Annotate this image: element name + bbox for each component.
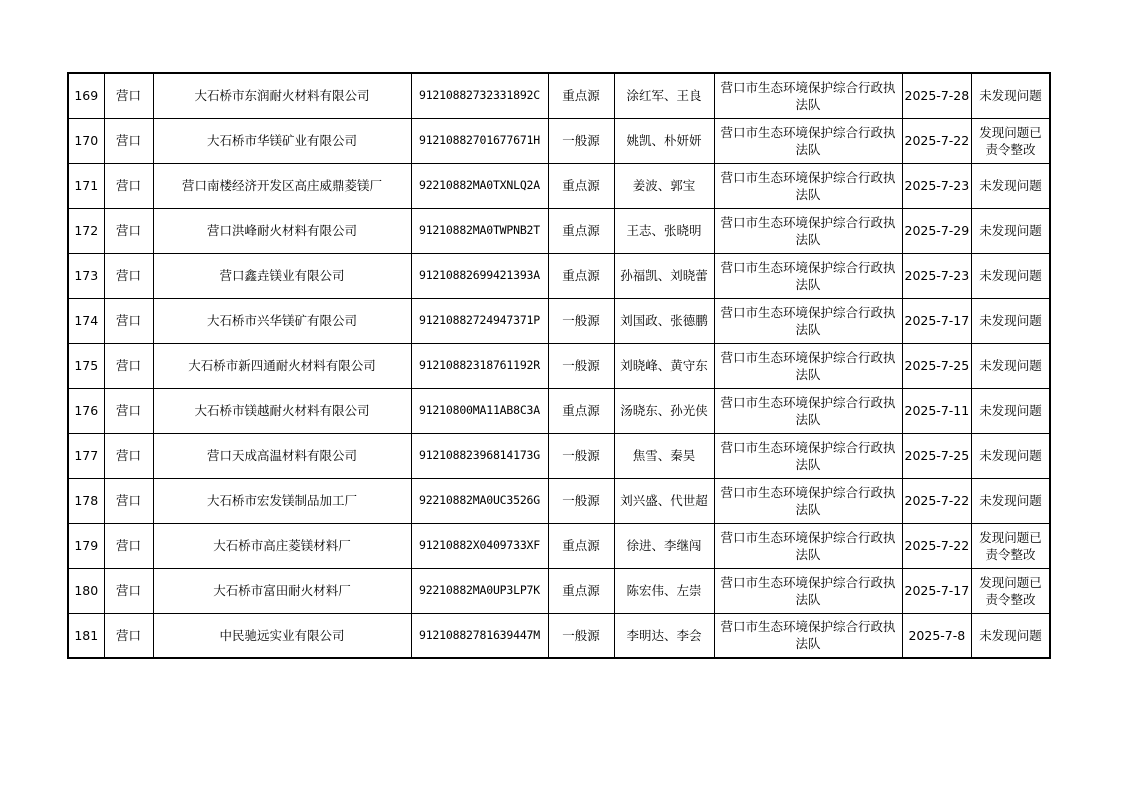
row-number: 179 [68, 523, 104, 568]
result-cell: 发现问题已责令整改 [972, 118, 1050, 163]
inspectors-cell: 刘晓峰、黄守东 [614, 343, 714, 388]
inspection-date-cell: 2025-7-23 [902, 253, 972, 298]
credit-code-cell: 91210882MA0TWPNB2T [411, 208, 548, 253]
company-name-cell: 大石桥市华镁矿业有限公司 [153, 118, 411, 163]
source-type-cell: 一般源 [548, 298, 614, 343]
agency-cell: 营口市生态环境保护综合行政执法队 [714, 118, 902, 163]
inspectors-cell: 姜波、郭宝 [614, 163, 714, 208]
source-type-cell: 重点源 [548, 568, 614, 613]
credit-code-cell: 91210882699421393A [411, 253, 548, 298]
city-cell: 营口 [104, 478, 153, 523]
agency-cell: 营口市生态环境保护综合行政执法队 [714, 433, 902, 478]
row-number: 170 [68, 118, 104, 163]
company-name-cell: 大石桥市富田耐火材料厂 [153, 568, 411, 613]
table-row [68, 523, 1050, 568]
credit-code-cell: 91210882732331892C [411, 73, 548, 118]
row-number: 175 [68, 343, 104, 388]
agency-cell: 营口市生态环境保护综合行政执法队 [714, 298, 902, 343]
inspectors-cell: 汤晓东、孙光侠 [614, 388, 714, 433]
inspectors-cell: 姚凯、朴妍妍 [614, 118, 714, 163]
row-number: 180 [68, 568, 104, 613]
city-cell: 营口 [104, 163, 153, 208]
table-row [68, 118, 1050, 163]
credit-code-cell: 92210882MA0TXNLQ2A [411, 163, 548, 208]
result-cell: 未发现问题 [972, 298, 1050, 343]
inspectors-cell: 徐进、李继闯 [614, 523, 714, 568]
company-name-cell: 大石桥市兴华镁矿有限公司 [153, 298, 411, 343]
source-type-cell: 一般源 [548, 433, 614, 478]
row-number: 172 [68, 208, 104, 253]
result-cell: 未发现问题 [972, 73, 1050, 118]
source-type-cell: 重点源 [548, 73, 614, 118]
company-name-cell: 大石桥市新四通耐火材料有限公司 [153, 343, 411, 388]
table-row [68, 163, 1050, 208]
city-cell: 营口 [104, 343, 153, 388]
row-number: 177 [68, 433, 104, 478]
source-type-cell: 一般源 [548, 343, 614, 388]
inspectors-cell: 孙福凯、刘晓蕾 [614, 253, 714, 298]
inspection-date-cell: 2025-7-25 [902, 343, 972, 388]
source-type-cell: 重点源 [548, 388, 614, 433]
inspection-date-cell: 2025-7-17 [902, 298, 972, 343]
table-row [68, 343, 1050, 388]
city-cell: 营口 [104, 253, 153, 298]
agency-cell: 营口市生态环境保护综合行政执法队 [714, 613, 902, 658]
result-cell: 未发现问题 [972, 388, 1050, 433]
city-cell: 营口 [104, 73, 153, 118]
city-cell: 营口 [104, 433, 153, 478]
credit-code-cell: 92210882MA0UC3526G [411, 478, 548, 523]
row-number: 171 [68, 163, 104, 208]
company-name-cell: 中民驰远实业有限公司 [153, 613, 411, 658]
result-cell: 未发现问题 [972, 253, 1050, 298]
city-cell: 营口 [104, 568, 153, 613]
result-cell: 未发现问题 [972, 613, 1050, 658]
result-cell: 未发现问题 [972, 433, 1050, 478]
credit-code-cell: 91210882724947371P [411, 298, 548, 343]
table-row [68, 613, 1050, 658]
row-number: 169 [68, 73, 104, 118]
city-cell: 营口 [104, 388, 153, 433]
inspection-date-cell: 2025-7-22 [902, 478, 972, 523]
company-name-cell: 大石桥市宏发镁制品加工厂 [153, 478, 411, 523]
table-row [68, 73, 1050, 118]
agency-cell: 营口市生态环境保护综合行政执法队 [714, 163, 902, 208]
result-cell: 未发现问题 [972, 208, 1050, 253]
inspectors-cell: 刘兴盛、代世超 [614, 478, 714, 523]
agency-cell: 营口市生态环境保护综合行政执法队 [714, 73, 902, 118]
inspection-table [67, 72, 1051, 659]
credit-code-cell: 91210882318761192R [411, 343, 548, 388]
inspection-date-cell: 2025-7-25 [902, 433, 972, 478]
company-name-cell: 大石桥市镁越耐火材料有限公司 [153, 388, 411, 433]
inspection-date-cell: 2025-7-28 [902, 73, 972, 118]
inspection-date-cell: 2025-7-29 [902, 208, 972, 253]
inspectors-cell: 李明达、李会 [614, 613, 714, 658]
inspectors-cell: 刘国政、张德鹏 [614, 298, 714, 343]
source-type-cell: 重点源 [548, 523, 614, 568]
table-body [68, 73, 1050, 658]
credit-code-cell: 92210882MA0UP3LP7K [411, 568, 548, 613]
city-cell: 营口 [104, 613, 153, 658]
city-cell: 营口 [104, 208, 153, 253]
company-name-cell: 营口鑫垚镁业有限公司 [153, 253, 411, 298]
table-row [68, 478, 1050, 523]
inspectors-cell: 涂红军、王良 [614, 73, 714, 118]
row-number: 173 [68, 253, 104, 298]
result-cell: 未发现问题 [972, 163, 1050, 208]
row-number: 176 [68, 388, 104, 433]
company-name-cell: 大石桥市东润耐火材料有限公司 [153, 73, 411, 118]
company-name-cell: 大石桥市高庄菱镁材料厂 [153, 523, 411, 568]
table-row [68, 388, 1050, 433]
table-row [68, 433, 1050, 478]
credit-code-cell: 91210882701677671H [411, 118, 548, 163]
result-cell: 未发现问题 [972, 478, 1050, 523]
table-row [68, 298, 1050, 343]
credit-code-cell: 91210800MA11AB8C3A [411, 388, 548, 433]
inspection-date-cell: 2025-7-22 [902, 118, 972, 163]
inspection-date-cell: 2025-7-8 [902, 613, 972, 658]
agency-cell: 营口市生态环境保护综合行政执法队 [714, 343, 902, 388]
agency-cell: 营口市生态环境保护综合行政执法队 [714, 568, 902, 613]
source-type-cell: 重点源 [548, 253, 614, 298]
table-row [68, 208, 1050, 253]
city-cell: 营口 [104, 523, 153, 568]
source-type-cell: 一般源 [548, 613, 614, 658]
source-type-cell: 重点源 [548, 163, 614, 208]
inspection-date-cell: 2025-7-11 [902, 388, 972, 433]
company-name-cell: 营口洪峰耐火材料有限公司 [153, 208, 411, 253]
result-cell: 未发现问题 [972, 343, 1050, 388]
city-cell: 营口 [104, 298, 153, 343]
city-cell: 营口 [104, 118, 153, 163]
result-cell: 发现问题已责令整改 [972, 568, 1050, 613]
agency-cell: 营口市生态环境保护综合行政执法队 [714, 523, 902, 568]
inspection-date-cell: 2025-7-22 [902, 523, 972, 568]
credit-code-cell: 91210882396814173G [411, 433, 548, 478]
row-number: 174 [68, 298, 104, 343]
inspectors-cell: 焦雪、秦昊 [614, 433, 714, 478]
source-type-cell: 重点源 [548, 208, 614, 253]
inspectors-cell: 陈宏伟、左崇 [614, 568, 714, 613]
agency-cell: 营口市生态环境保护综合行政执法队 [714, 388, 902, 433]
agency-cell: 营口市生态环境保护综合行政执法队 [714, 478, 902, 523]
inspection-date-cell: 2025-7-17 [902, 568, 972, 613]
source-type-cell: 一般源 [548, 478, 614, 523]
table-row [68, 568, 1050, 613]
row-number: 178 [68, 478, 104, 523]
inspectors-cell: 王志、张晓明 [614, 208, 714, 253]
agency-cell: 营口市生态环境保护综合行政执法队 [714, 253, 902, 298]
credit-code-cell: 91210882781639447M [411, 613, 548, 658]
result-cell: 发现问题已责令整改 [972, 523, 1050, 568]
row-number: 181 [68, 613, 104, 658]
credit-code-cell: 91210882X0409733XF [411, 523, 548, 568]
source-type-cell: 一般源 [548, 118, 614, 163]
company-name-cell: 营口南楼经济开发区高庄威鼎菱镁厂 [153, 163, 411, 208]
company-name-cell: 营口天成高温材料有限公司 [153, 433, 411, 478]
agency-cell: 营口市生态环境保护综合行政执法队 [714, 208, 902, 253]
table-row [68, 253, 1050, 298]
inspection-date-cell: 2025-7-23 [902, 163, 972, 208]
